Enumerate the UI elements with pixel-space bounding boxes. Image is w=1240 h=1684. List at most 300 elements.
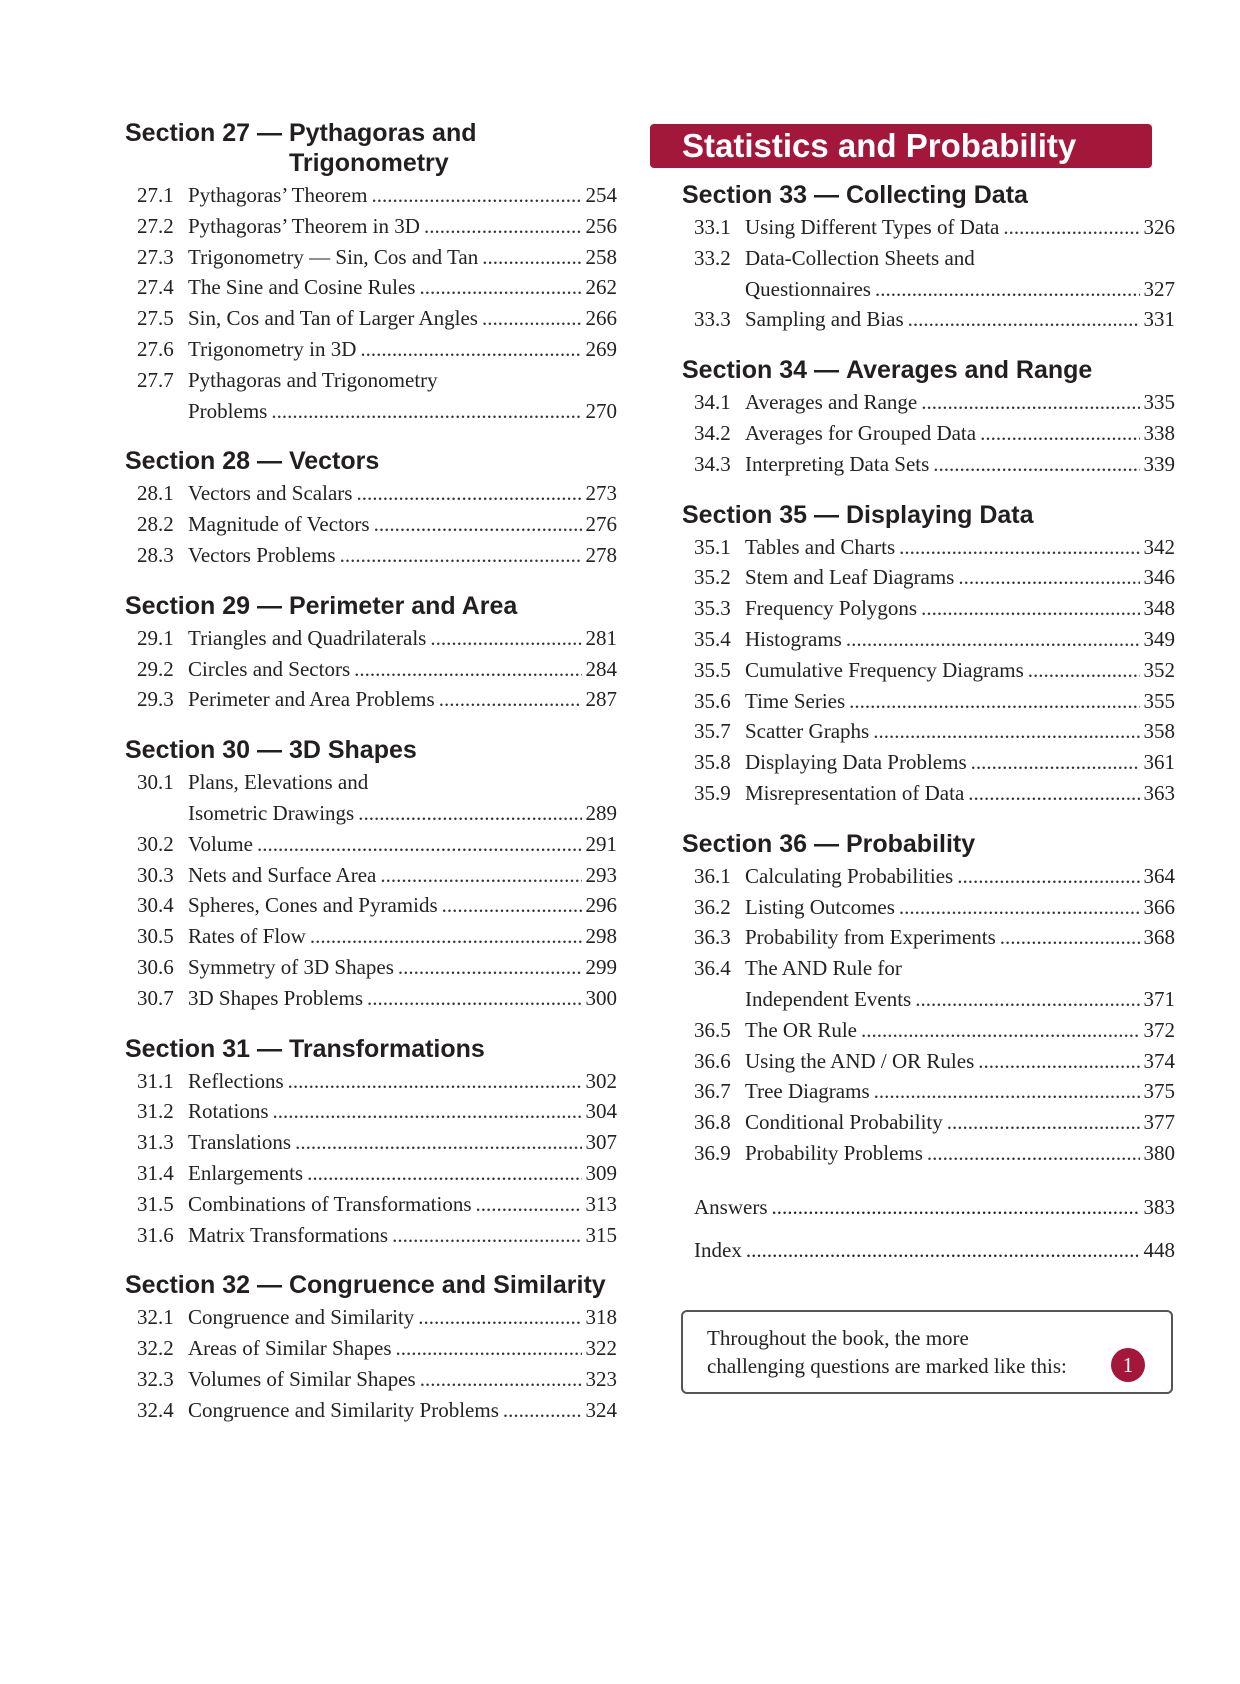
toc-entry	[125, 1302, 617, 1333]
section-label: Section 36 —	[682, 829, 846, 858]
entry-body	[188, 1364, 617, 1395]
entry-title: Nets and Surface Area	[188, 862, 377, 887]
entry-title: Vectors Problems	[188, 542, 336, 567]
dot-leader	[899, 892, 1140, 923]
entry-number: 33.3	[694, 307, 731, 332]
dot-leader	[482, 303, 582, 334]
entry-line	[188, 1189, 617, 1220]
entry-line	[188, 211, 617, 242]
entry-number: 35.1	[694, 534, 731, 559]
statistics-banner: Statistics and Probability	[650, 124, 1152, 168]
entry-page: 339	[1143, 451, 1175, 476]
extra-page: 448	[1143, 1237, 1175, 1262]
entry-number: 27.5	[137, 306, 174, 331]
dot-leader	[908, 304, 1140, 335]
dot-leader	[846, 624, 1140, 655]
section-heading	[682, 829, 1175, 859]
entry-title: Pythagoras’ Theorem in 3D	[188, 213, 420, 238]
dot-leader	[927, 1138, 1140, 1169]
section-title: Congruence and Similarity	[288, 1271, 606, 1300]
entry-line	[188, 1220, 617, 1251]
entry-page: 307	[585, 1130, 617, 1155]
entry-line	[188, 509, 617, 540]
entry-page: 262	[585, 275, 617, 300]
entry-title: Independent Events	[745, 986, 912, 1011]
dot-leader	[772, 1195, 1140, 1220]
entry-page: 273	[585, 481, 617, 506]
entry-page: 348	[1143, 596, 1175, 621]
toc-entry	[682, 892, 1175, 923]
dot-leader	[980, 418, 1139, 449]
section-label: Section 31 —	[125, 1034, 289, 1063]
entry-page: 349	[1143, 626, 1175, 651]
entry-line	[745, 304, 1175, 335]
entry-page: 270	[585, 398, 617, 423]
dot-leader	[861, 1015, 1140, 1046]
entry-body	[745, 892, 1175, 923]
entry-body	[745, 953, 1175, 1015]
toc-entry	[125, 211, 617, 242]
entry-body	[188, 242, 617, 273]
dot-leader	[875, 274, 1140, 305]
entry-title: Vectors and Scalars	[188, 481, 353, 506]
entry-title: Sin, Cos and Tan of Larger Angles	[188, 306, 478, 331]
entry-title: Using the AND / OR Rules	[745, 1048, 975, 1073]
entry-line	[745, 953, 1175, 984]
toc-entry	[682, 1076, 1175, 1107]
dot-leader	[968, 778, 1139, 809]
dot-leader	[947, 1107, 1140, 1138]
section-title: Pythagoras and Trigonometry	[288, 119, 477, 177]
entry-line	[745, 593, 1175, 624]
entry-title: Volumes of Similar Shapes	[188, 1366, 416, 1391]
dot-leader	[476, 1189, 582, 1220]
dot-leader	[271, 396, 581, 427]
entry-number: 27.7	[137, 367, 174, 392]
entry-number: 36.5	[694, 1017, 731, 1042]
entry-line	[745, 1138, 1175, 1169]
entry-number: 35.3	[694, 596, 731, 621]
entry-number: 35.4	[694, 626, 731, 651]
extras	[650, 1195, 1175, 1263]
entry-body	[188, 654, 617, 685]
section-title: 3D Shapes	[288, 736, 417, 765]
entry-page: 287	[585, 687, 617, 712]
entry-title: Using Different Types of Data	[745, 215, 1000, 239]
entry-line	[188, 798, 617, 829]
entry-body	[745, 449, 1175, 480]
entry-body	[745, 243, 1175, 305]
extra-page: 383	[1143, 1194, 1175, 1219]
toc-entry	[682, 212, 1175, 243]
entry-page: 315	[585, 1222, 617, 1247]
section-label: Section 27 —	[125, 119, 289, 147]
toc-entry	[125, 983, 617, 1014]
entry-title: Averages for Grouped Data	[745, 420, 977, 445]
entry-page: 266	[585, 306, 617, 331]
entry-line	[188, 1127, 617, 1158]
entry-number: 35.9	[694, 780, 731, 805]
entry-line	[745, 778, 1175, 809]
entry-body	[745, 212, 1175, 243]
entry-number: 28.1	[137, 481, 174, 506]
entry-title: The AND Rule for	[745, 956, 902, 981]
entry-body	[188, 303, 617, 334]
entry-body	[188, 478, 617, 509]
dot-leader	[354, 654, 581, 685]
entry-number: 34.3	[694, 451, 731, 476]
entry-page: 346	[1143, 565, 1175, 590]
entry-line	[188, 952, 617, 983]
entry-number: 34.2	[694, 420, 731, 445]
entry-line	[188, 1096, 617, 1127]
entry-page: 254	[585, 183, 617, 207]
extra-entry	[650, 1238, 1175, 1263]
entry-page: 368	[1143, 925, 1175, 950]
entry-body	[188, 1302, 617, 1333]
toc-section	[125, 118, 617, 426]
dot-leader	[307, 1158, 581, 1189]
entry-body	[745, 1015, 1175, 1046]
section-title: Probability	[845, 829, 976, 858]
note-box	[681, 1310, 1173, 1394]
entry-body	[188, 1127, 617, 1158]
entry-body	[188, 952, 617, 983]
entry-line	[745, 716, 1175, 747]
toc-entry	[682, 532, 1175, 563]
toc-entry	[682, 1138, 1175, 1169]
toc-entry	[682, 747, 1175, 778]
entry-line	[188, 1066, 617, 1097]
dot-leader	[374, 509, 582, 540]
entry-number: 31.6	[137, 1222, 174, 1247]
entry-body	[188, 272, 617, 303]
dot-leader	[503, 1395, 582, 1426]
entry-body	[745, 593, 1175, 624]
entry-page: 377	[1143, 1110, 1175, 1135]
entry-number: 33.2	[694, 245, 731, 270]
entry-title: Conditional Probability	[745, 1110, 943, 1135]
left-column	[125, 118, 617, 1446]
entry-number: 35.8	[694, 750, 731, 775]
entry-title: Questionnaires	[745, 276, 871, 301]
dot-leader	[1000, 922, 1140, 953]
dot-leader	[295, 1127, 581, 1158]
entry-page: 278	[585, 542, 617, 567]
toc-entry	[682, 922, 1175, 953]
toc-section	[125, 1270, 617, 1425]
entry-line	[745, 922, 1175, 953]
toc-entry	[125, 1096, 617, 1127]
entry-number: 35.7	[694, 719, 731, 744]
entry-number: 31.3	[137, 1130, 174, 1155]
entry-page: 304	[585, 1099, 617, 1124]
entry-title: Misrepresentation of Data	[745, 780, 965, 805]
entry-body	[188, 211, 617, 242]
entry-line	[745, 562, 1175, 593]
entry-number: 30.4	[137, 893, 174, 918]
dot-leader	[430, 623, 581, 654]
entry-page: 327	[1143, 276, 1175, 301]
entry-title: Spheres, Cones and Pyramids	[188, 893, 438, 918]
entry-number: 31.5	[137, 1191, 174, 1216]
toc-entry	[125, 684, 617, 715]
entry-line	[745, 274, 1175, 305]
entry-title: Frequency Polygons	[745, 596, 918, 621]
dot-leader	[392, 1220, 581, 1251]
entry-title: Sampling and Bias	[745, 307, 904, 332]
entry-title: Scatter Graphs	[745, 719, 870, 744]
entry-body	[188, 890, 617, 921]
entry-number: 27.6	[137, 336, 174, 361]
note-line-2: challenging questions are marked like this:	[707, 1354, 1067, 1378]
entry-body	[188, 1189, 617, 1220]
entry-page: 313	[585, 1191, 617, 1216]
toc-entry	[125, 540, 617, 571]
entry-number: 36.9	[694, 1140, 731, 1165]
entry-line	[745, 1107, 1175, 1138]
toc-entry	[682, 449, 1175, 480]
entry-page: 364	[1143, 863, 1175, 888]
entry-body	[188, 365, 617, 427]
dot-leader	[380, 860, 581, 891]
entry-page: 276	[585, 512, 617, 537]
entry-line	[188, 303, 617, 334]
entry-title: Magnitude of Vectors	[188, 512, 370, 537]
toc-entry	[682, 304, 1175, 335]
dot-leader	[746, 1238, 1140, 1263]
entry-title: Cumulative Frequency Diagrams	[745, 657, 1024, 682]
section-heading	[682, 355, 1175, 385]
entry-body	[745, 922, 1175, 953]
entry-title: Averages and Range	[745, 390, 918, 415]
entry-title: Volume	[188, 831, 253, 856]
entry-page: 324	[585, 1397, 617, 1422]
entry-title: Plans, Elevations and	[188, 770, 369, 795]
toc-entry	[682, 418, 1175, 449]
section-title: Vectors	[288, 447, 380, 476]
section-label: Section 33 —	[682, 181, 846, 209]
entry-line	[188, 242, 617, 273]
entry-line	[745, 655, 1175, 686]
toc-entry	[682, 686, 1175, 717]
entry-line	[188, 334, 617, 365]
entry-body	[745, 562, 1175, 593]
entry-number: 32.4	[137, 1397, 174, 1422]
section-heading	[125, 118, 617, 178]
entry-title: Matrix Transformations	[188, 1222, 389, 1247]
entry-page: 293	[585, 862, 617, 887]
dot-leader	[978, 1046, 1139, 1077]
entry-number: 29.1	[137, 625, 174, 650]
entry-page: 352	[1143, 657, 1175, 682]
section-heading	[125, 1034, 617, 1064]
entry-line	[188, 890, 617, 921]
dot-leader	[1028, 655, 1140, 686]
entry-body	[745, 624, 1175, 655]
entry-page: 269	[585, 336, 617, 361]
section-heading	[682, 500, 1175, 530]
toc-entry	[125, 272, 617, 303]
entry-page: 291	[585, 831, 617, 856]
entry-number: 30.1	[137, 770, 174, 795]
entry-number: 36.7	[694, 1079, 731, 1104]
toc-entry	[125, 1220, 617, 1251]
dot-leader	[367, 983, 582, 1014]
entry-line	[745, 624, 1175, 655]
entry-page: 309	[585, 1160, 617, 1185]
entry-title: Time Series	[745, 688, 846, 713]
section-title: Perimeter and Area	[288, 591, 518, 620]
entry-title: The OR Rule	[745, 1017, 857, 1042]
toc-entry	[125, 767, 617, 829]
entry-page: 335	[1143, 390, 1175, 415]
entry-line	[188, 1302, 617, 1333]
section-title: Collecting Data	[845, 181, 1028, 209]
entry-number: 29.3	[137, 687, 174, 712]
entry-line	[745, 984, 1175, 1015]
entry-page: 299	[585, 954, 617, 979]
entry-title: Congruence and Similarity Problems	[188, 1397, 499, 1422]
toc-entry	[682, 778, 1175, 809]
entry-number: 35.2	[694, 565, 731, 590]
entry-body	[188, 1096, 617, 1127]
entry-title: Triangles and Quadrilaterals	[188, 625, 427, 650]
entry-page: 318	[585, 1305, 617, 1330]
entry-page: 342	[1143, 534, 1175, 559]
entry-title: Rates of Flow	[188, 924, 306, 949]
dot-leader	[958, 562, 1139, 593]
entry-title: Pythagoras and Trigonometry	[188, 367, 438, 392]
entry-number: 35.5	[694, 657, 731, 682]
entry-body	[188, 180, 617, 211]
entry-page: 281	[585, 625, 617, 650]
dot-leader	[419, 272, 581, 303]
entry-title: Trigonometry in 3D	[188, 336, 357, 361]
toc-section	[650, 500, 1175, 809]
entry-line	[188, 1364, 617, 1395]
entry-body	[188, 1066, 617, 1097]
entry-line	[188, 767, 617, 798]
toc-entry	[125, 623, 617, 654]
dot-leader	[356, 478, 581, 509]
dot-leader	[439, 684, 582, 715]
toc-entry	[125, 921, 617, 952]
toc-entry	[682, 624, 1175, 655]
note-line-1: Throughout the book, the more	[707, 1326, 969, 1350]
dot-leader	[921, 387, 1139, 418]
entry-page: 300	[585, 985, 617, 1010]
entry-body	[188, 829, 617, 860]
entry-line	[188, 540, 617, 571]
toc-entry	[125, 952, 617, 983]
dot-leader	[1003, 212, 1139, 243]
section-heading	[125, 446, 617, 476]
entry-number: 27.2	[137, 213, 174, 238]
dot-leader	[873, 716, 1139, 747]
entry-line	[745, 243, 1175, 274]
section-label: Section 30 —	[125, 736, 289, 765]
section-title: Displaying Data	[845, 500, 1034, 529]
toc-entry	[125, 478, 617, 509]
toc-entry	[125, 334, 617, 365]
entry-body	[188, 540, 617, 571]
entry-line	[188, 396, 617, 427]
dot-leader	[340, 540, 582, 571]
entry-number: 34.1	[694, 390, 731, 415]
entry-title: Interpreting Data Sets	[745, 451, 930, 476]
entry-title: Circles and Sectors	[188, 656, 351, 681]
entry-page: 326	[1143, 215, 1175, 239]
entry-page: 375	[1143, 1079, 1175, 1104]
toc-entry	[125, 1364, 617, 1395]
entry-line	[188, 623, 617, 654]
section-label: Section 32 —	[125, 1271, 289, 1300]
entry-number: 36.1	[694, 863, 731, 888]
toc-entry	[682, 861, 1175, 892]
entry-title: Isometric Drawings	[188, 800, 355, 825]
entry-line	[745, 892, 1175, 923]
entry-title: Tables and Charts	[745, 534, 896, 559]
entry-body	[745, 1107, 1175, 1138]
section-heading	[125, 1270, 617, 1300]
toc-entry	[682, 1046, 1175, 1077]
entry-line	[188, 684, 617, 715]
entry-title: Congruence and Similarity	[188, 1305, 415, 1330]
dot-leader	[418, 1302, 581, 1333]
entry-line	[188, 1158, 617, 1189]
entry-title: Areas of Similar Shapes	[188, 1336, 392, 1361]
toc-section	[125, 446, 617, 570]
toc-entry	[125, 829, 617, 860]
entry-number: 28.2	[137, 512, 174, 537]
entry-title: Problems	[188, 398, 268, 423]
dot-leader	[257, 829, 582, 860]
toc-entry	[125, 860, 617, 891]
dot-leader	[933, 449, 1139, 480]
dot-leader	[273, 1096, 582, 1127]
dot-leader	[358, 798, 581, 829]
section-title: Transformations	[288, 1034, 485, 1063]
entry-title: Trigonometry — Sin, Cos and Tan	[188, 244, 479, 269]
toc-entry	[125, 1189, 617, 1220]
entry-title: Displaying Data Problems	[745, 750, 967, 775]
entry-title: Symmetry of 3D Shapes	[188, 954, 394, 979]
entry-page: 361	[1143, 750, 1175, 775]
entry-title: Probability from Experiments	[745, 925, 996, 950]
entry-number: 27.1	[137, 183, 174, 207]
toc-entry	[125, 1127, 617, 1158]
challenge-badge: 1	[1111, 1348, 1145, 1382]
entry-title: Rotations	[188, 1099, 269, 1124]
toc-entry	[682, 1107, 1175, 1138]
entry-page: 331	[1143, 307, 1175, 332]
toc-entry	[125, 509, 617, 540]
entry-number: 32.3	[137, 1366, 174, 1391]
entry-body	[745, 304, 1175, 335]
entry-number: 28.3	[137, 542, 174, 567]
entry-body	[188, 623, 617, 654]
entry-number: 31.2	[137, 1099, 174, 1124]
toc-entry	[682, 243, 1175, 305]
entry-number: 36.8	[694, 1110, 731, 1135]
entry-number: 32.1	[137, 1305, 174, 1330]
entry-page: 363	[1143, 780, 1175, 805]
entry-body	[745, 861, 1175, 892]
entry-title: Enlargements	[188, 1160, 304, 1185]
entry-line	[745, 747, 1175, 778]
toc-entry	[125, 242, 617, 273]
